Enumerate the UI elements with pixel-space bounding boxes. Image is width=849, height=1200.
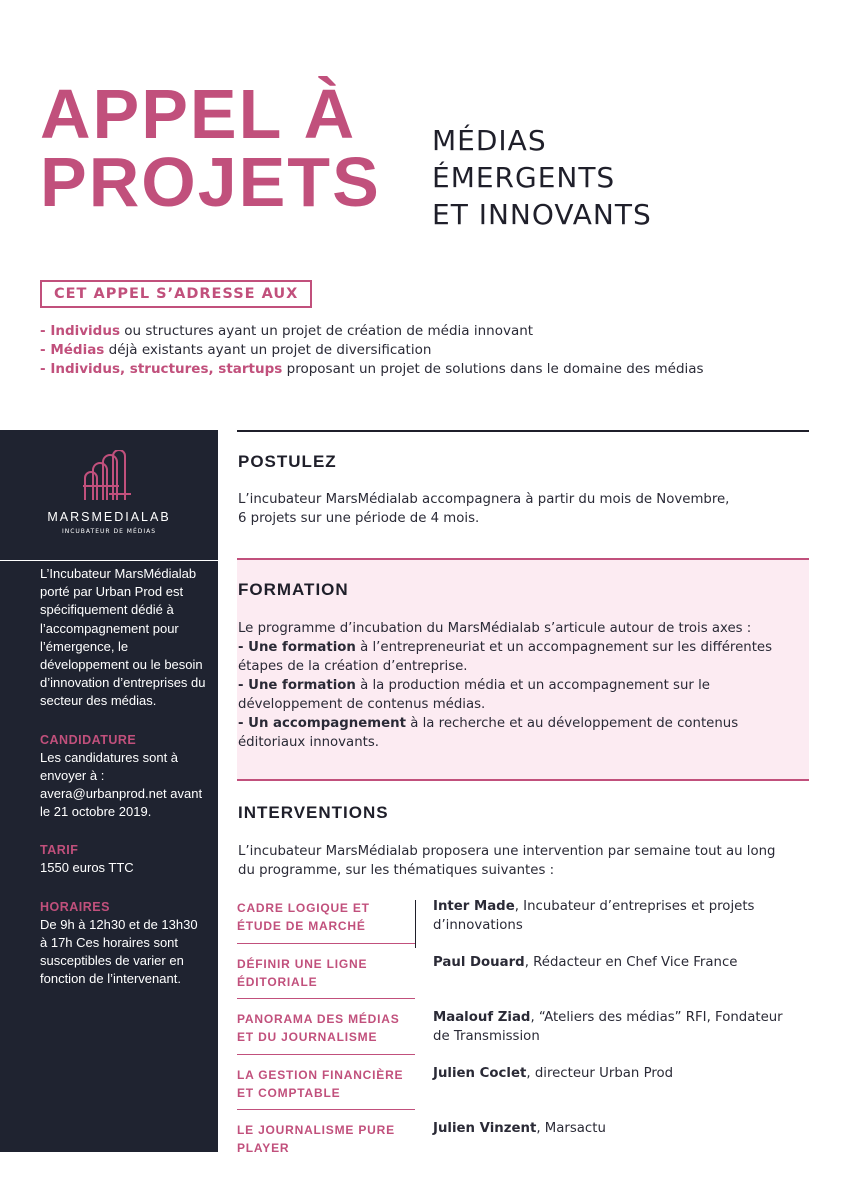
formation-title: FORMATION: [238, 580, 349, 599]
audience-highlight: Médias: [50, 342, 105, 358]
marsmedialab-logo-mark-icon: [79, 450, 139, 504]
speaker-cell: [433, 1065, 809, 1084]
audience-dash: -: [40, 342, 51, 358]
formation-item-text: à l’entrepreneuriat et un accompagnement sur les différentes: [355, 640, 773, 655]
topic-cell: [237, 954, 415, 1010]
topic-cell: [237, 898, 415, 954]
candidature-heading: CANDIDATURE: [40, 732, 137, 747]
logo-tagline: INCUBATEUR DE MÉDIAS: [61, 528, 157, 535]
interventions-intro-line: du programme, sur les thématiques suivantes :: [238, 863, 555, 878]
formation-item-cont: étapes de la création d’entreprise.: [238, 659, 468, 674]
audience-dash: -: [40, 361, 51, 377]
topic-cell: [237, 1065, 415, 1121]
table-row: [237, 954, 809, 1010]
formation-item-text: à la production média et un accompagnement sur le: [355, 678, 710, 693]
subtitle-line-1: MÉDIAS: [432, 124, 547, 157]
speaker-name: Julien Coclet: [433, 1065, 527, 1081]
table-row: [237, 1065, 809, 1121]
speaker-cell: [433, 1120, 809, 1139]
sidebar: [0, 430, 218, 1152]
audience-text: ou structures ayant un projet de création de média innovant: [119, 323, 534, 339]
formation-item-cont: éditoriaux innovants.: [238, 735, 379, 750]
table-row: [237, 1009, 809, 1065]
postulez-title: POSTULEZ: [238, 452, 337, 471]
title-line-2: PROJETS: [40, 143, 381, 221]
speaker-cell: [433, 898, 809, 935]
sidebar-divider: [0, 560, 218, 561]
audience-list: [40, 322, 820, 379]
audience-item: [40, 341, 820, 360]
audience-text: déjà existants ayant un projet de diversification: [104, 342, 432, 358]
subtitle-line-3: ET INNOVANTS: [432, 198, 652, 231]
table-row: [237, 898, 809, 954]
main-title: [40, 75, 440, 221]
formation-intro: Le programme d’incubation du MarsMédialab s’articule autour de trois axes :: [238, 621, 752, 636]
formation-item: [238, 714, 798, 733]
horaires-heading: HORAIRES: [40, 899, 110, 914]
postulez-rule: [237, 430, 809, 432]
audience-item: [40, 322, 820, 341]
speaker-cell: [433, 1009, 809, 1046]
formation-item-text: à la recherche et au développement de contenus: [405, 716, 739, 731]
formation-item: [238, 676, 798, 695]
audience-label-box: [40, 280, 312, 308]
tarif-text: 1550 euros TTC: [40, 860, 134, 876]
topic-line: ÉDITORIALE: [237, 974, 318, 989]
topic-line: ET DU JOURNALISME: [237, 1030, 378, 1044]
speaker-desc-cont: de Transmission: [433, 1028, 540, 1044]
subtitle-line-2: ÉMERGENTS: [432, 161, 616, 194]
postulez-line: L’incubateur MarsMédialab accompagnera à partir du mois de Novembre,: [238, 492, 730, 507]
topic-cell: [237, 1009, 415, 1065]
topic-line: DÉFINIR UNE LIGNE: [237, 956, 368, 971]
row-separator: [237, 943, 415, 944]
horaires-text: De 9h à 12h30 et de 13h30 à 17h Ces horaires sont susceptibles de varier en fonction de l’intervenant.: [40, 916, 198, 987]
postulez-line: 6 projets sur une période de 4 mois.: [238, 511, 480, 526]
title-line-1: APPEL À: [40, 75, 357, 153]
topic-line: PLAYER: [237, 1141, 290, 1155]
speaker-desc: , directeur Urban Prod: [526, 1065, 674, 1081]
sidebar-content: [40, 565, 208, 988]
topic-line: ÉTUDE DE MARCHÉ: [237, 919, 366, 933]
topic-cell: [237, 1120, 415, 1176]
logo-name: MARSMEDIALAB: [47, 510, 171, 524]
speaker-desc-cont: d’innovations: [433, 917, 523, 933]
table-row: [237, 1120, 809, 1176]
subtitle: [432, 122, 652, 233]
speaker-cell: [433, 954, 809, 973]
audience-text: proposant un projet de solutions dans le domaine des médias: [282, 361, 704, 377]
formation-item-bold: - Une formation: [238, 678, 356, 693]
speaker-desc: , Incubateur d’entreprises et projets: [514, 899, 755, 914]
formation-item-bold: - Une formation: [238, 640, 356, 655]
interventions-table: [237, 898, 809, 1176]
row-separator: [237, 1054, 415, 1055]
topic-line: CADRE LOGIQUE ET: [237, 901, 370, 915]
postulez-body: [238, 490, 798, 528]
speaker-desc: , “Ateliers des médias” RFI, Fondateur: [530, 1010, 783, 1025]
candidature-text: Les candidatures sont à envoyer à : avera@urbanprod.net avant le 21 octobre 2019.: [40, 749, 203, 820]
logo: [0, 450, 218, 535]
interventions-intro: [238, 842, 798, 880]
formation-item-cont: développement de contenus médias.: [238, 697, 486, 712]
audience-dash: -: [40, 323, 51, 339]
speaker-name: Inter Made: [433, 899, 515, 914]
topic-line: ET COMPTABLE: [237, 1085, 341, 1100]
formation-item-bold: - Un accompagnement: [238, 716, 406, 731]
topic-line: PANORAMA DES MÉDIAS: [237, 1012, 400, 1026]
row-separator: [237, 998, 415, 999]
interventions-title: INTERVENTIONS: [238, 803, 389, 822]
formation-rule-bottom: [237, 779, 809, 781]
speaker-name: Maalouf Ziad: [433, 1010, 531, 1025]
formation-body: [238, 619, 798, 752]
speaker-name: Julien Vinzent: [433, 1121, 537, 1136]
formation-rule-top: [237, 558, 809, 560]
row-separator: [237, 1109, 415, 1110]
topic-line: LE JOURNALISME PURE: [237, 1123, 395, 1137]
formation-item: [238, 638, 798, 657]
interventions-intro-line: L’incubateur MarsMédialab proposera une intervention par semaine tout au long: [238, 844, 776, 859]
audience-highlight: Individus: [50, 323, 120, 339]
audience-highlight: Individus, structures, startups: [50, 361, 283, 377]
speaker-desc: , Rédacteur en Chef Vice France: [524, 954, 738, 970]
speaker-name: Paul Douard: [433, 954, 525, 970]
audience-item: [40, 360, 820, 379]
topic-line: LA GESTION FINANCIÈRE: [237, 1067, 404, 1082]
speaker-desc: , Marsactu: [536, 1121, 606, 1136]
sidebar-intro: L’Incubateur MarsMédialab porté par Urban Prod est spécifiquement dédié à l’accompagnement pour l’émergence, le développement ou le besoin d’innovation d’entreprises du secteur des médias.: [40, 566, 206, 709]
audience-label: CET APPEL S’ADRESSE AUX: [54, 286, 299, 302]
tarif-heading: TARIF: [40, 843, 79, 858]
